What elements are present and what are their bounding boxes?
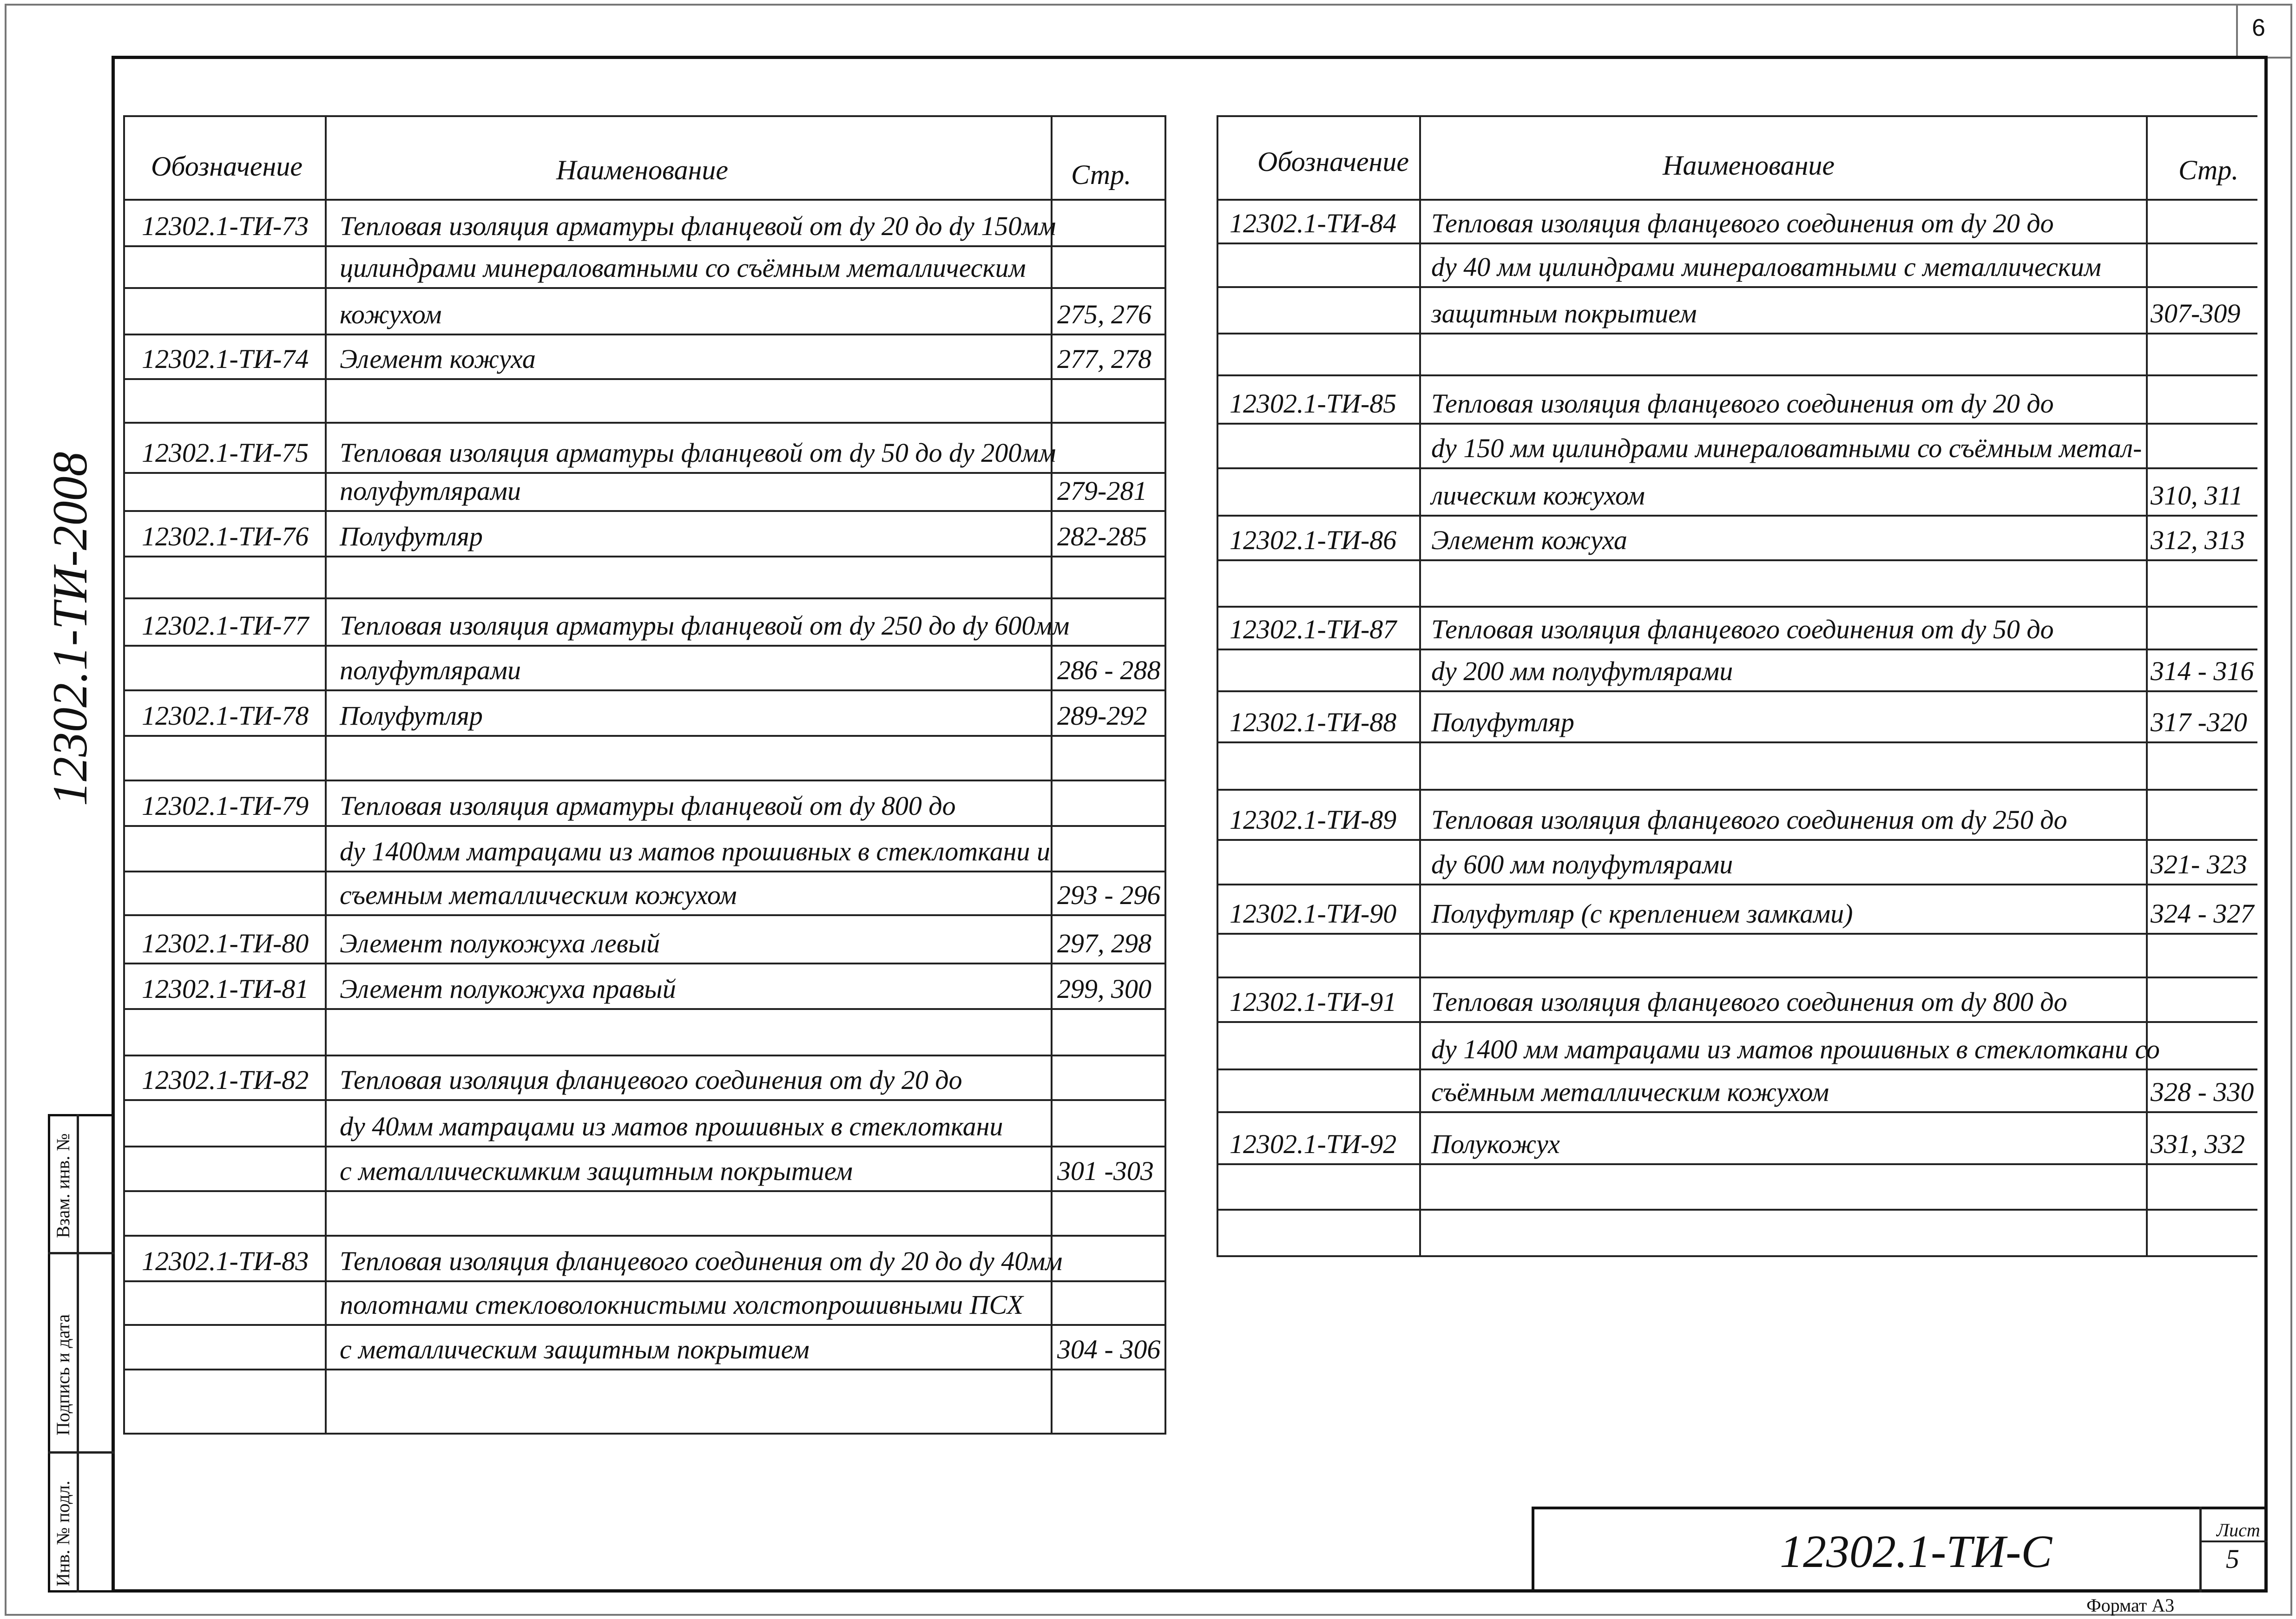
row-divider — [1217, 1163, 2257, 1165]
row-name: Полуфутляр (с креплением замками) — [1431, 898, 1853, 929]
row-page: 314 - 316 — [2151, 656, 2254, 686]
row-page: 301 -303 — [1057, 1156, 1154, 1186]
row-divider — [123, 1280, 1166, 1282]
row-page: 277, 278 — [1057, 344, 1151, 374]
row-divider — [123, 914, 1166, 916]
row-divider — [1217, 741, 2257, 743]
row-name: Полукожух — [1431, 1129, 1560, 1159]
row-divider — [123, 334, 1166, 335]
row-name: dy 40 мм цилиндрами минераловатными с металлическим — [1431, 252, 2101, 282]
header-designation: Обозначение — [151, 151, 303, 182]
row-name: съемным металлическим кожухом — [340, 880, 737, 910]
row-designation: 12302.1-ТИ-86 — [1230, 525, 1397, 555]
row-name: dy 40мм матрацами из матов прошивных в стеклоткани — [340, 1111, 1003, 1141]
row-name: полуфутлярами — [340, 476, 521, 506]
row-designation: 12302.1-ТИ-79 — [142, 791, 309, 821]
row-divider — [123, 825, 1166, 827]
row-divider — [123, 735, 1166, 737]
header-page: Стр. — [2178, 155, 2239, 185]
row-page: 312, 313 — [2151, 525, 2245, 555]
row-divider — [1217, 977, 2257, 978]
row-divider — [1217, 884, 2257, 885]
row-name: кожухом — [340, 299, 442, 329]
row-name: Элемент кожуха — [1431, 525, 1627, 555]
row-name: dy 1400 мм матрацами из матов прошивных в стеклоткани со — [1431, 1034, 2160, 1064]
row-page: 275, 276 — [1057, 299, 1151, 329]
row-divider — [123, 1190, 1166, 1192]
row-name: с металлическимким защитным покрытием — [340, 1156, 853, 1186]
row-name: Тепловая изоляция фланцевого соединения от dy 20 до — [1431, 208, 2054, 238]
row-divider — [123, 1324, 1166, 1326]
row-designation: 12302.1-ТИ-83 — [142, 1246, 309, 1276]
stamp-label-signature: Подпись и дата — [53, 1314, 73, 1435]
row-designation: 12302.1-ТИ-87 — [1230, 614, 1397, 644]
row-page: 286 - 288 — [1057, 655, 1161, 685]
row-page: 328 - 330 — [2151, 1077, 2254, 1107]
row-name: Элемент полукожуха правый — [340, 974, 676, 1004]
row-divider — [1217, 690, 2257, 692]
row-designation: 12302.1-ТИ-81 — [142, 974, 309, 1004]
row-divider — [1217, 606, 2257, 608]
row-name: Тепловая изоляция арматуры фланцевой от dy 50 до dy 200мм — [340, 438, 1056, 468]
row-name: Тепловая изоляция фланцевого соединения от dy 50 до — [1431, 614, 2054, 644]
row-designation: 12302.1-ТИ-90 — [1230, 898, 1397, 929]
header-name: Наименование — [556, 155, 729, 185]
row-designation: 12302.1-ТИ-80 — [142, 928, 309, 958]
row-page: 321- 323 — [2151, 849, 2247, 879]
row-page: 299, 300 — [1057, 974, 1151, 1004]
sheet-label: Лист — [2217, 1520, 2260, 1540]
row-page: 310, 311 — [2151, 480, 2243, 511]
row-divider — [123, 510, 1166, 512]
row-designation: 12302.1-ТИ-85 — [1230, 388, 1397, 419]
row-name: Тепловая изоляция фланцевого соединения от dy 20 до dy 40мм — [340, 1246, 1063, 1276]
row-page: 282-285 — [1057, 521, 1147, 551]
row-name: Тепловая изоляция фланцевого соединения от dy 20 до — [1431, 388, 2054, 419]
row-page: 293 - 296 — [1057, 880, 1161, 910]
row-divider — [1217, 515, 2257, 517]
row-divider — [1217, 839, 2257, 841]
contents-table-right — [1217, 115, 2257, 1257]
stamp-divider — [48, 1252, 114, 1254]
row-divider — [123, 422, 1166, 424]
row-divider — [123, 645, 1166, 647]
row-divider — [1217, 1209, 2257, 1211]
row-name: Полуфутляр — [340, 701, 483, 731]
row-divider — [123, 378, 1166, 380]
row-divider — [1217, 1068, 2257, 1070]
row-divider — [123, 1055, 1166, 1056]
row-divider — [123, 1008, 1166, 1010]
row-designation: 12302.1-ТИ-82 — [142, 1065, 309, 1095]
row-divider — [1217, 789, 2257, 791]
row-designation: 12302.1-ТИ-74 — [142, 344, 309, 374]
row-name: Полуфутляр — [1431, 707, 1574, 737]
row-page: 279-281 — [1057, 476, 1147, 506]
title-block-divider — [2199, 1507, 2202, 1593]
row-designation: 12302.1-ТИ-77 — [142, 610, 309, 641]
row-name: Тепловая изоляция фланцевого соединения от dy 250 до — [1431, 805, 2067, 835]
row-name: полотнами стекловолокнистыми холстопрошивными ПСХ — [340, 1290, 1023, 1320]
side-document-code: 12302.1-ТИ-2008 — [43, 452, 97, 806]
row-name: полуфутлярами — [340, 655, 521, 685]
row-divider — [123, 780, 1166, 781]
stamp-label-replacement: Взам. инв. № — [53, 1133, 73, 1238]
header-page: Стр. — [1071, 159, 1132, 190]
row-divider — [1217, 243, 2257, 244]
row-divider — [123, 871, 1166, 872]
row-name: Элемент кожуха — [340, 344, 536, 374]
row-page: 317 -320 — [2151, 707, 2247, 737]
header-name: Наименование — [1663, 150, 1835, 181]
row-divider — [123, 1433, 1166, 1435]
row-divider — [1217, 467, 2257, 469]
row-name: dy 600 мм полуфутлярами — [1431, 849, 1733, 879]
row-divider — [123, 1146, 1166, 1147]
row-name: dy 200 мм полуфутлярами — [1431, 656, 1733, 686]
contents-table-left — [123, 115, 1166, 1434]
row-divider — [1217, 1021, 2257, 1023]
row-designation: 12302.1-ТИ-76 — [142, 521, 309, 551]
row-page: 289-292 — [1057, 701, 1147, 731]
row-divider — [123, 472, 1166, 474]
row-divider — [1217, 559, 2257, 561]
format-label: Формат А3 — [2086, 1595, 2175, 1616]
row-page: 331, 332 — [2151, 1129, 2245, 1159]
row-name: dy 1400мм матрацами из матов прошивных в стеклоткани и — [340, 836, 1051, 866]
row-name: Тепловая изоляция фланцевого соединения от dy 800 до — [1431, 987, 2067, 1017]
row-divider — [1217, 1111, 2257, 1113]
row-name: съёмным металлическим кожухом — [1431, 1077, 1829, 1107]
stamp-label-original-inventory: Инв. № подл. — [53, 1481, 73, 1586]
row-name: защитным покрытием — [1431, 298, 1697, 328]
row-page: 297, 298 — [1057, 928, 1151, 958]
sheet-number: 5 — [2226, 1544, 2239, 1574]
row-divider — [123, 287, 1166, 289]
row-divider — [1217, 649, 2257, 650]
row-name: Тепловая изоляция фланцевого соединения от dy 20 до — [340, 1065, 962, 1095]
row-page: 304 - 306 — [1057, 1334, 1161, 1364]
row-divider — [123, 245, 1166, 247]
row-name: Тепловая изоляция арматуры фланцевой от dy 800 до — [340, 791, 956, 821]
row-page: 307-309 — [2151, 298, 2241, 328]
row-name: dy 150 мм цилиндрами минераловатными со съёмным метал- — [1431, 433, 2142, 463]
row-divider — [123, 1235, 1166, 1237]
row-page: 324 - 327 — [2151, 898, 2254, 929]
row-designation: 12302.1-ТИ-92 — [1230, 1129, 1397, 1159]
row-designation: 12302.1-ТИ-73 — [142, 211, 309, 241]
title-block-code: 12302.1-ТИ-С — [1780, 1526, 2053, 1577]
row-designation: 12302.1-ТИ-75 — [142, 438, 309, 468]
row-divider — [1217, 286, 2257, 288]
header-designation: Обозначение — [1257, 146, 1409, 177]
row-divider — [123, 963, 1166, 964]
row-designation: 12302.1-ТИ-84 — [1230, 208, 1397, 238]
stamp-divider — [77, 1114, 79, 1593]
row-designation: 12302.1-ТИ-91 — [1230, 987, 1397, 1017]
row-name: Элемент полукожуха левый — [340, 928, 660, 958]
row-designation: 12302.1-ТИ-88 — [1230, 707, 1397, 737]
row-name: лическим кожухом — [1431, 480, 1645, 511]
row-name: Полуфутляр — [340, 521, 483, 551]
row-divider — [1217, 423, 2257, 425]
row-divider — [1217, 933, 2257, 935]
row-divider — [123, 597, 1166, 599]
row-designation: 12302.1-ТИ-78 — [142, 701, 309, 731]
row-divider — [123, 1369, 1166, 1370]
corner-sheet-number: 6 — [2252, 14, 2265, 41]
row-divider — [123, 556, 1166, 557]
row-divider — [1217, 374, 2257, 376]
row-name: Тепловая изоляция арматуры фланцевой от dy 250 до dy 600мм — [340, 610, 1070, 641]
row-divider — [1217, 333, 2257, 334]
stamp-divider — [48, 1451, 114, 1454]
row-designation: 12302.1-ТИ-89 — [1230, 805, 1397, 835]
row-divider — [123, 689, 1166, 691]
row-name: цилиндрами минераловатными со съёмным металлическим — [340, 253, 1026, 283]
row-name: с металлическим защитным покрытием — [340, 1334, 809, 1364]
row-divider — [123, 1099, 1166, 1101]
row-name: Тепловая изоляция арматуры фланцевой от dy 20 до dy 150мм — [340, 211, 1056, 241]
